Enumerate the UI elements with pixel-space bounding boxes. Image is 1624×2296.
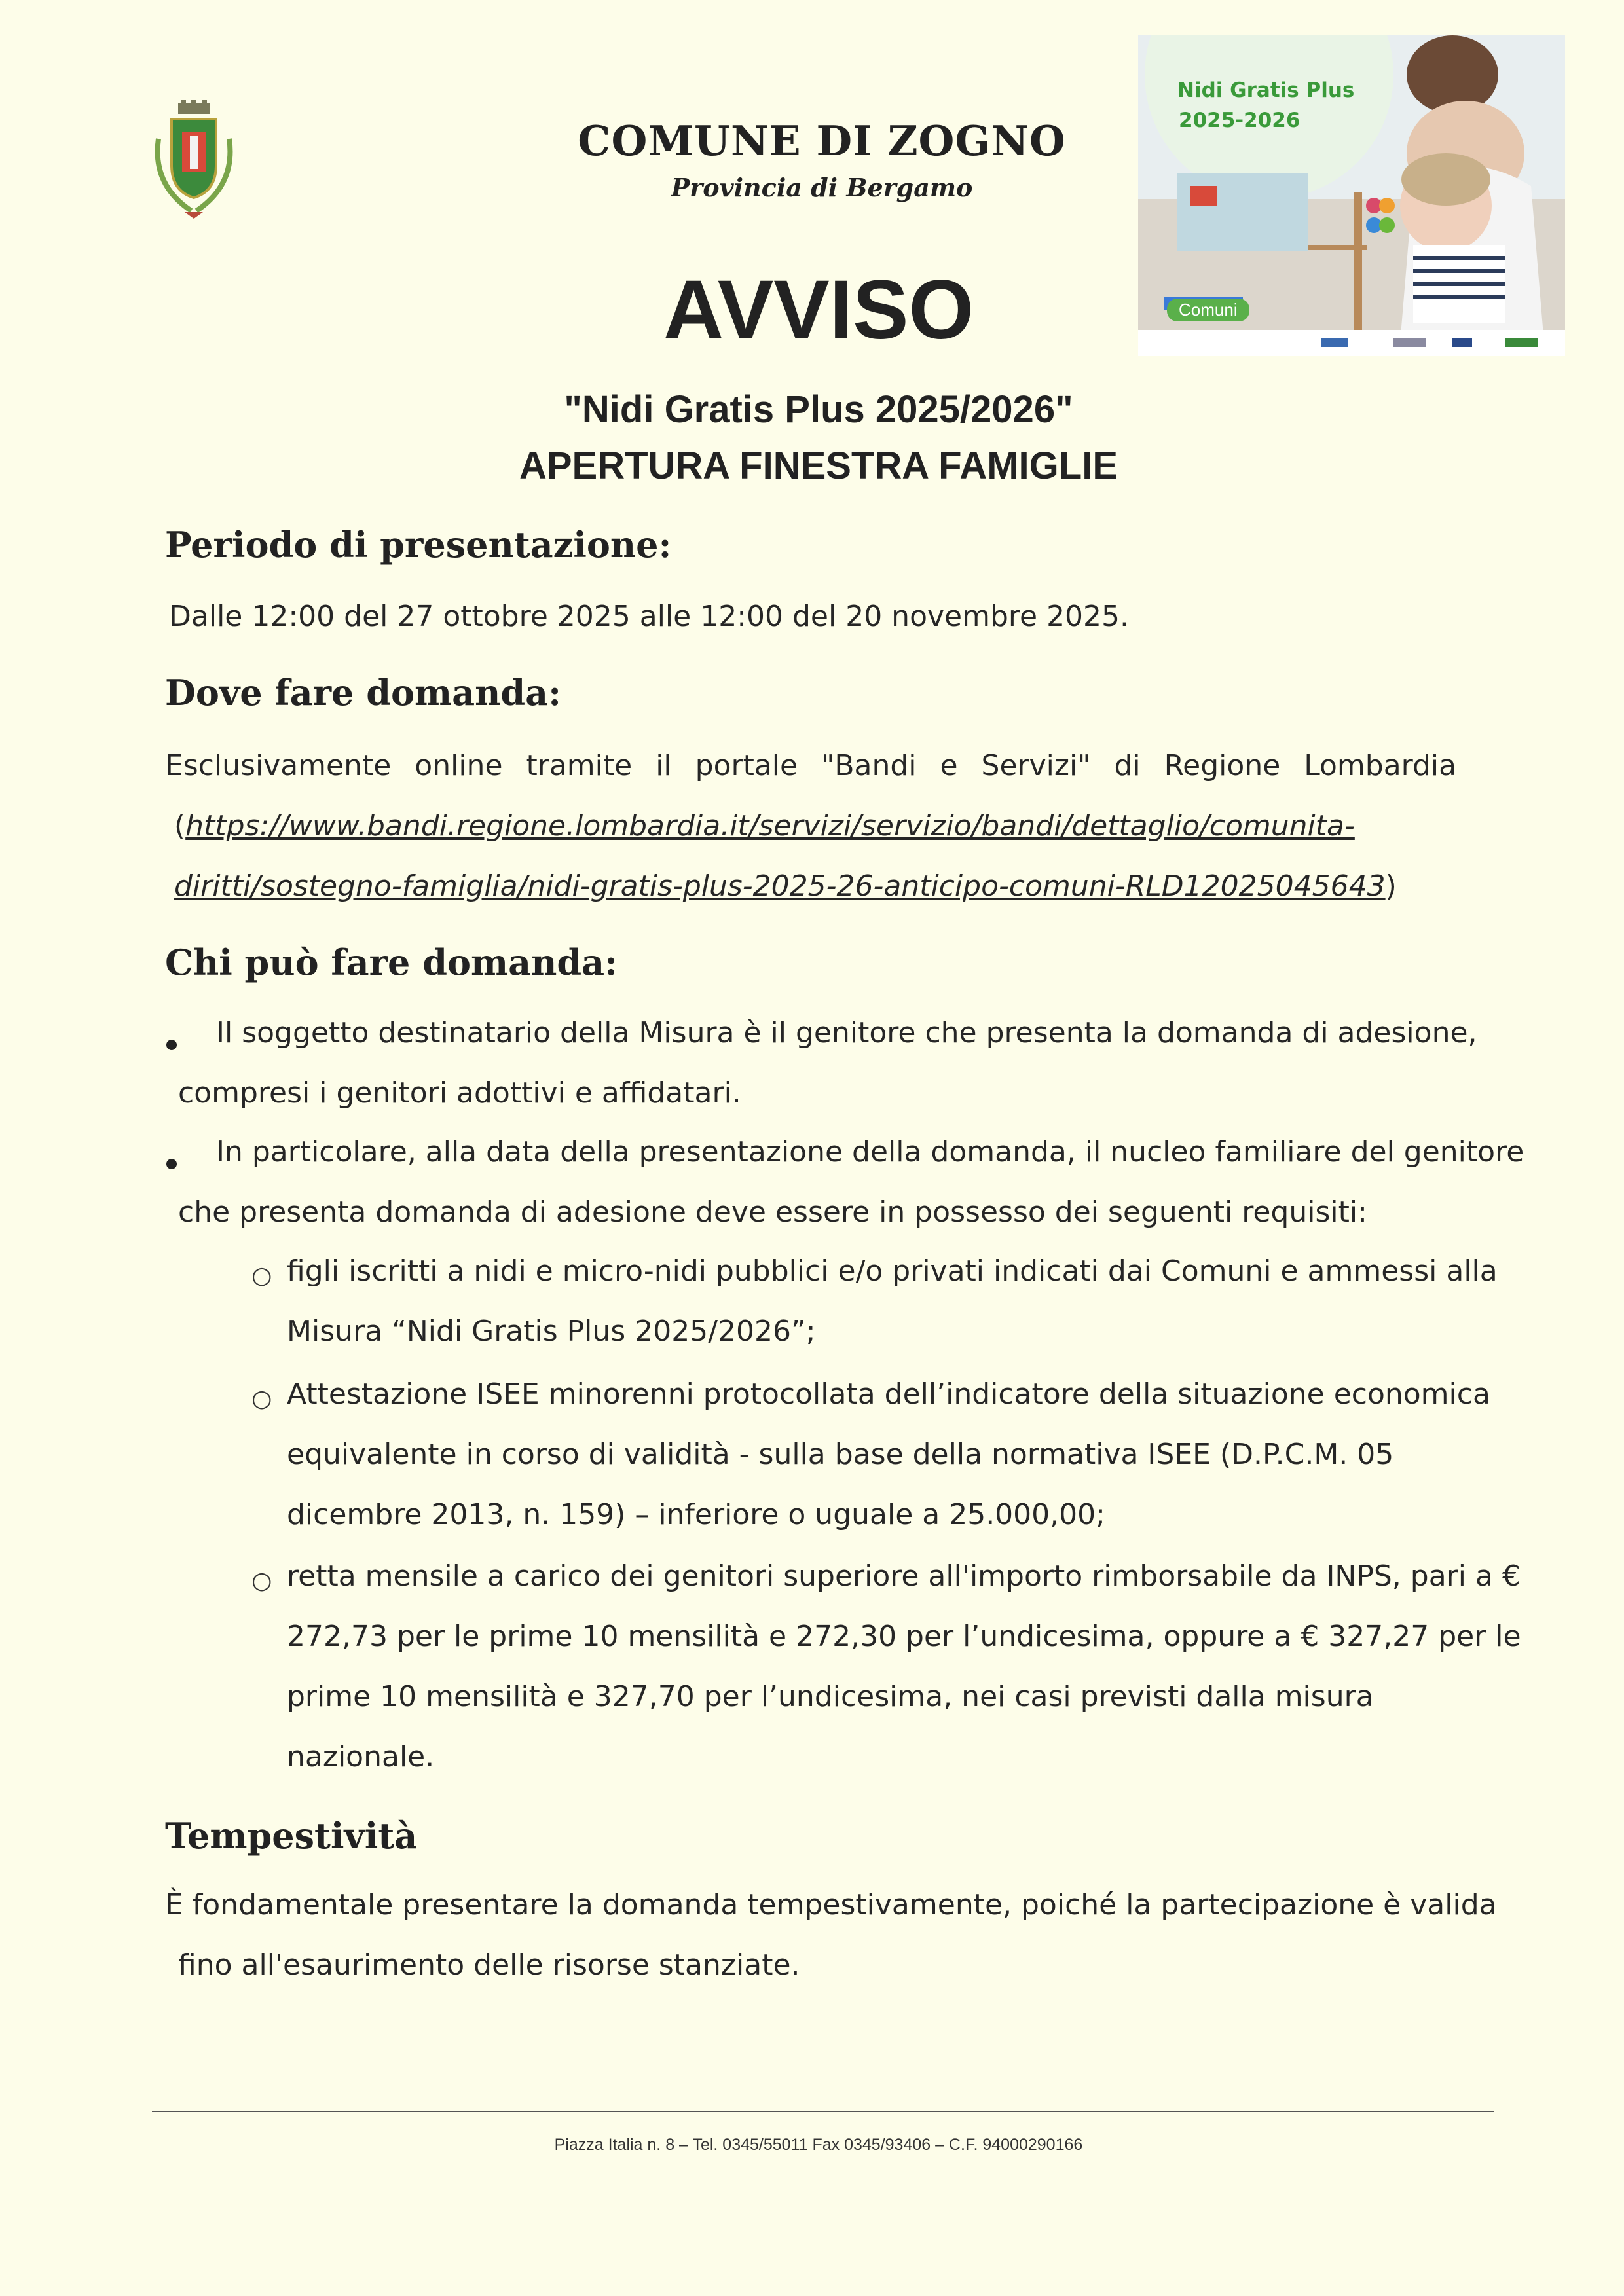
bullet2-line1: In particolare, alla data della presentazione della domanda, il nucleo familiare del genitore: [216, 1135, 1524, 1169]
requirement1-line2: Misura “Nidi Gratis Plus 2025/2026”;: [287, 1315, 816, 1348]
portal-link-line1[interactable]: [174, 809, 1355, 843]
period-text: Dalle 12:00 del 27 ottobre 2025 alle 12:00 del 20 novembre 2025.: [169, 600, 1130, 633]
notice-subtitle-secondary: APERTURA FINESTRA FAMIGLIE: [519, 445, 1118, 487]
requirement3-line3: prime 10 mensilità e 327,70 per l’undicesima, nei casi previsti dalla misura: [287, 1680, 1374, 1713]
bullet2-line2: che presenta domanda di adesione deve essere in possesso dei seguenti requisiti:: [178, 1195, 1367, 1229]
poster-title-line1: Nidi Gratis Plus: [1177, 79, 1355, 102]
requirement1-line1: figli iscritti a nidi e micro-nidi pubblici e/o privati indicati dai Comuni e ammessi alla: [287, 1254, 1498, 1288]
province-name: Provincia di Bergamo: [671, 173, 973, 202]
requirement2-line1: Attestazione ISEE minorenni protocollata dell’indicatore della situazione economica: [287, 1377, 1490, 1411]
requirement2-line3: dicembre 2013, n. 159) – inferiore o uguale a 25.000,00;: [287, 1498, 1105, 1531]
bullet-dot: [166, 1159, 177, 1169]
poster-tag: Comuni: [1167, 299, 1249, 321]
section-heading-period: Periodo di presentazione:: [165, 524, 672, 566]
bullet1-line2: compresi i genitori adottivi e affidatari.: [178, 1076, 741, 1110]
link-open-paren: (: [174, 809, 186, 843]
section-heading-where: Dove fare domanda:: [165, 672, 562, 714]
sub-bullet-circle-icon: ○: [251, 1385, 272, 1412]
sub-bullet-circle-icon: ○: [251, 1262, 272, 1289]
nidi-gratis-poster: [1138, 35, 1565, 356]
timeliness-line1: È fondamentale presentare la domanda tempestivamente, poiché la partecipazione è valida: [165, 1888, 1497, 1922]
link-close-paren: ): [1385, 869, 1397, 903]
portal-link-line2[interactable]: [174, 869, 1397, 903]
requirement3-line4: nazionale.: [287, 1740, 435, 1774]
requirement3-line2: 272,73 per le prime 10 mensilità e 272,30 per l’undicesima, oppure a € 327,27 per le: [287, 1620, 1521, 1653]
notice-title: AVVISO: [663, 263, 974, 357]
footer-address: Piazza Italia n. 8 – Tel. 0345/55011 Fax 0345/93406 – C.F. 94000290166: [554, 2136, 1083, 2154]
bullet-dot: [166, 1040, 177, 1050]
poster-title-line2: 2025-2026: [1179, 109, 1301, 132]
sub-bullet-circle-icon: ○: [251, 1567, 272, 1594]
timeliness-line2: fino all'esaurimento delle risorse stanziate.: [178, 1948, 800, 1982]
portal-link-text1[interactable]: https://www.bandi.regione.lombardia.it/servizi/servizio/bandi/dettaglio/comunita-: [185, 809, 1355, 843]
notice-subtitle: "Nidi Gratis Plus 2025/2026": [564, 388, 1073, 431]
requirement2-line2: equivalente in corso di validità - sulla base della normativa ISEE (D.P.C.M. 05: [287, 1438, 1394, 1471]
where-text: [165, 749, 1514, 782]
where-text-content: Esclusivamente online tramite il portale "Bandi e Servizi" di Regione Lombardia: [165, 749, 1457, 782]
municipal-crest-icon: [152, 100, 236, 220]
section-heading-timeliness: Tempestività: [165, 1815, 418, 1857]
footer-divider: [152, 2111, 1494, 2112]
portal-link-text2[interactable]: diritti/sostegno-famiglia/nidi-gratis-plus-2025-26-anticipo-comuni-RLD12025045643: [174, 869, 1386, 903]
municipality-name: COMUNE DI ZOGNO: [578, 117, 1066, 165]
requirement3-line1: retta mensile a carico dei genitori superiore all'importo rimborsabile da INPS, pari a €: [287, 1559, 1521, 1593]
bullet1-line1: Il soggetto destinatario della Misura è il genitore che presenta la domanda di adesione,: [216, 1016, 1477, 1049]
section-heading-who: Chi può fare domanda:: [165, 941, 618, 983]
